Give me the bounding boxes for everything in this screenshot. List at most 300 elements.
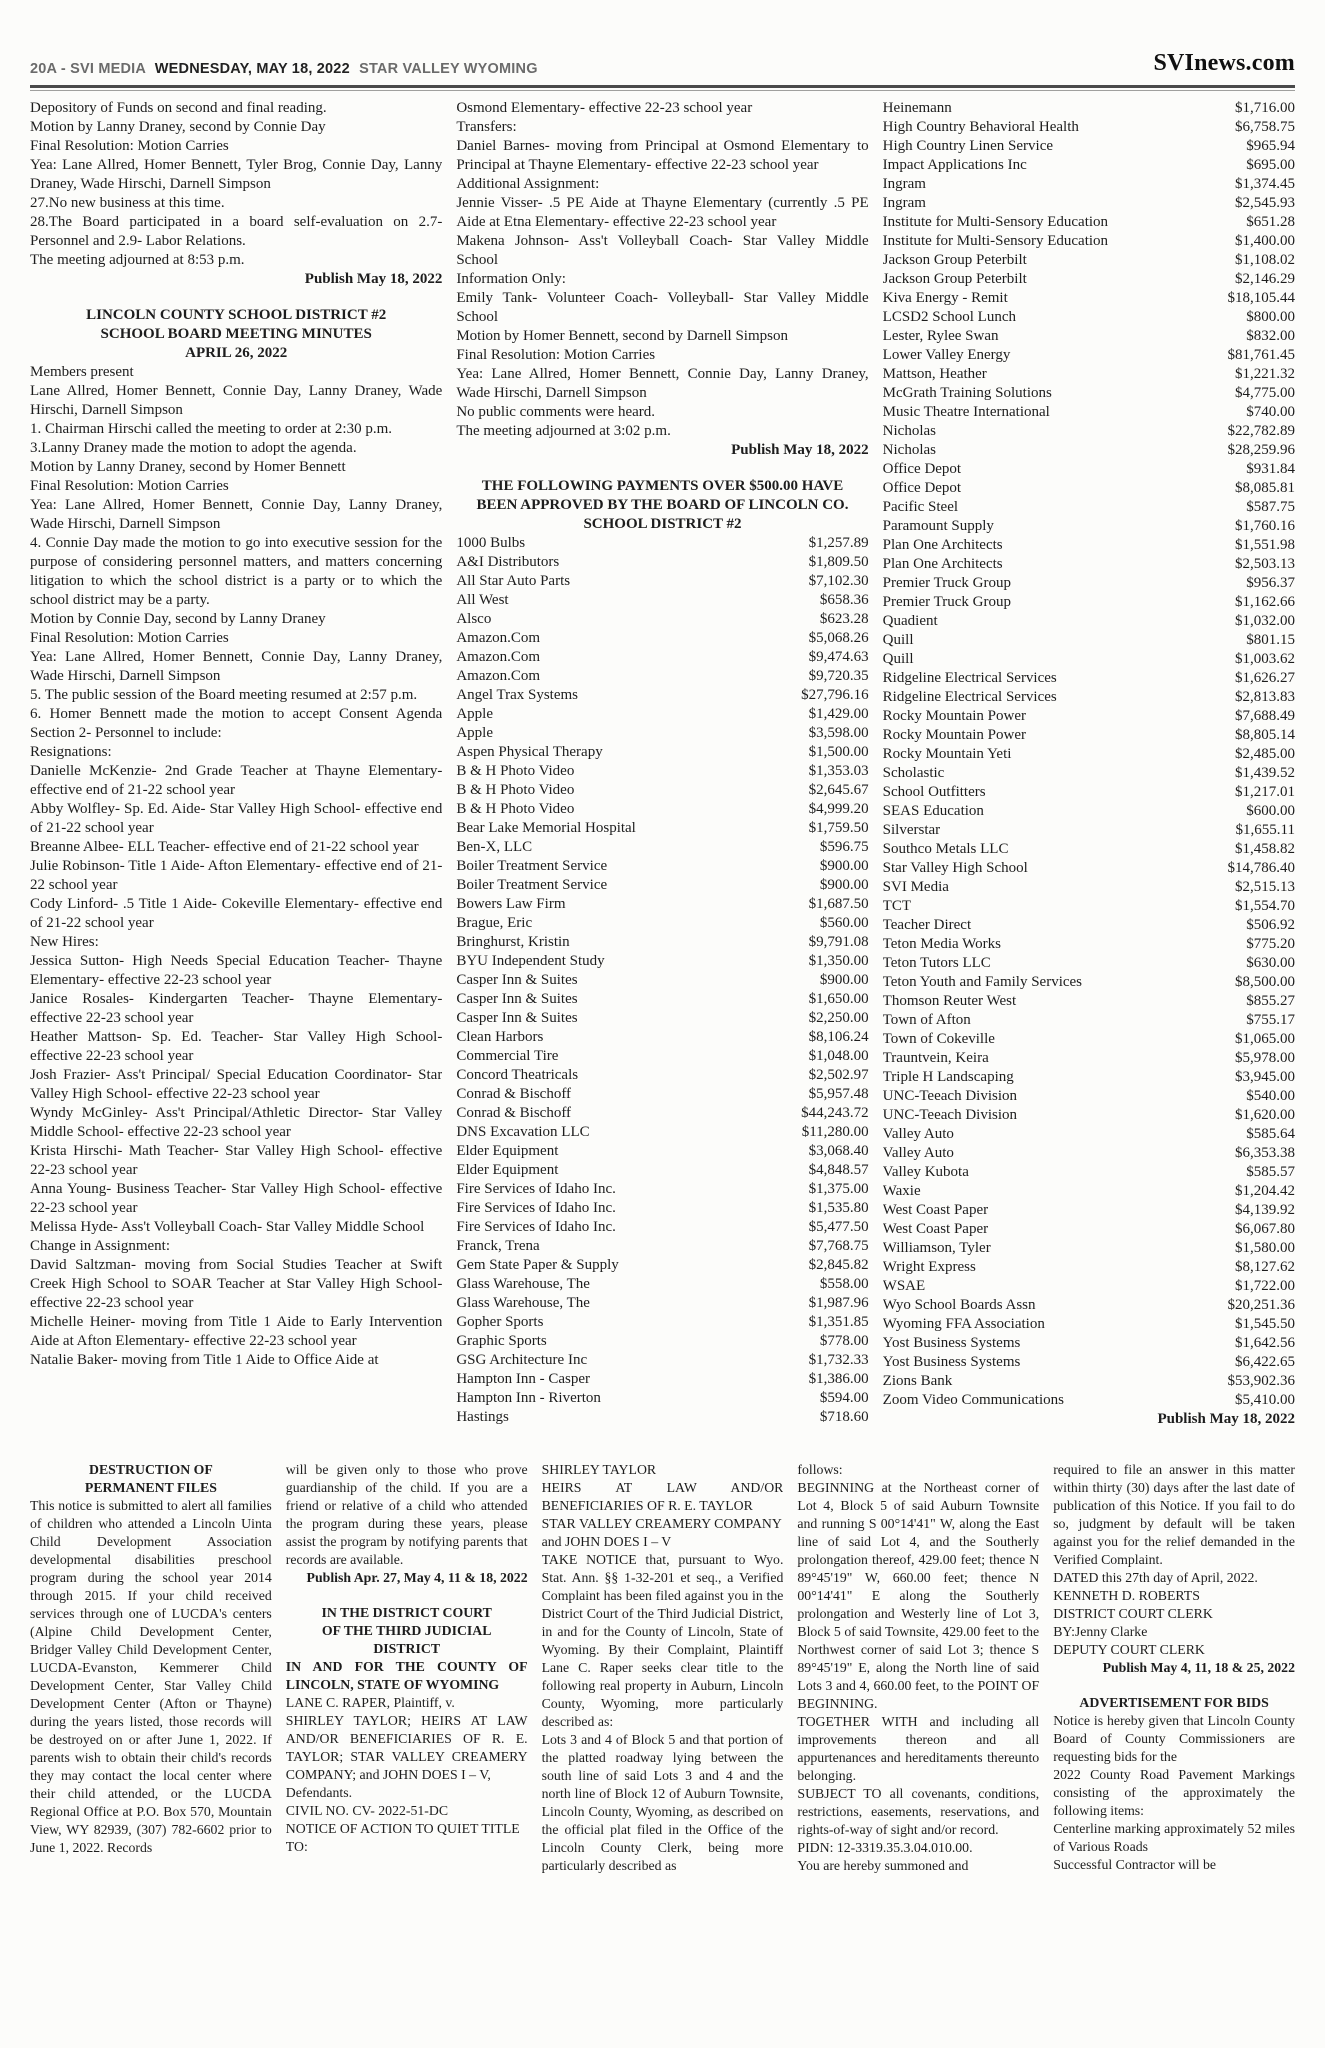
- payee-name: All Star Auto Parts: [456, 573, 571, 589]
- paragraph: Final Resolution: Motion Carries: [30, 478, 229, 494]
- payee-name: Rocky Mountain Power: [882, 727, 1026, 743]
- payment-amount: $53,902.36: [1227, 1373, 1295, 1389]
- paragraph: Cody Linford- .5 Title 1 Aide- Cokeville Elementary- effective end of 21-22 school year: [30, 896, 443, 931]
- paragraph: 6. Homer Bennett made the motion to accept Consent Agenda Section 2- Personnel to include:: [30, 706, 443, 741]
- payee-name: Office Depot: [882, 461, 962, 477]
- payment-amount: $20,251.36: [1227, 1297, 1295, 1313]
- payment-amount: $2,485.00: [1234, 746, 1295, 762]
- payment-amount: $2,515.13: [1234, 879, 1295, 895]
- payment-row: [456, 990, 868, 1009]
- payee-name: Hastings: [456, 1409, 509, 1425]
- payment-amount: $2,503.13: [1234, 556, 1295, 572]
- payee-name: Southco Metals LLC: [882, 841, 1009, 857]
- payee-name: Teton Youth and Family Services: [882, 974, 1083, 990]
- paragraph: Jennie Visser- .5 PE Aide at Thayne Elementary (currently .5 PE Aide at Etna Elementary- effective 22-23 school year: [456, 195, 869, 230]
- payment-amount: $658.36: [819, 592, 869, 608]
- payee-name: Fire Services of Idaho Inc.: [456, 1181, 616, 1197]
- payment-amount: $4,999.20: [808, 801, 869, 817]
- payee-name: Fire Services of Idaho Inc.: [456, 1219, 616, 1235]
- payment-amount: $9,474.63: [808, 649, 869, 665]
- payment-row: [883, 688, 1295, 707]
- payee-name: Clean Harbors: [456, 1029, 544, 1045]
- payee-name: Jackson Group Peterbilt: [882, 271, 1027, 287]
- payee-name: Franck, Trena: [456, 1238, 540, 1254]
- paragraph: 5. The public session of the Board meeting resumed at 2:57 p.m.: [30, 687, 418, 703]
- paragraph: Motion by Lanny Draney, second by Connie Day: [30, 119, 326, 135]
- payee-name: Valley Auto: [882, 1126, 954, 1142]
- payment-amount: $6,422.65: [1234, 1354, 1295, 1370]
- paragraph: You are hereby summoned and: [797, 1858, 969, 1873]
- payee-name: Boiler Treatment Service: [456, 858, 608, 874]
- payment-amount: $1,580.00: [1234, 1240, 1295, 1256]
- publish-line: Publish May 18, 2022: [1157, 1411, 1295, 1427]
- payment-amount: $1,204.42: [1234, 1183, 1295, 1199]
- payee-name: Town of Cokeville: [882, 1031, 995, 1047]
- payment-amount: $27,796.16: [801, 687, 869, 703]
- payee-name: Commercial Tire: [456, 1048, 559, 1064]
- payee-name: Aspen Physical Therapy: [456, 744, 603, 760]
- section-heading: LINCOLN COUNTY SCHOOL DISTRICT #2: [86, 307, 387, 323]
- payee-name: Nicholas: [882, 423, 936, 439]
- payee-name: Premier Truck Group: [882, 594, 1011, 610]
- payment-amount: $695.00: [1246, 157, 1295, 173]
- paragraph: Krista Hirschi- Math Teacher- Star Valley High School- effective 22-23 school year: [30, 1143, 443, 1178]
- payment-row: [456, 1256, 868, 1275]
- payment-amount: $1,351.85: [808, 1314, 869, 1330]
- section-heading: ADVERTISEMENT FOR BIDS: [1079, 1695, 1269, 1710]
- payment-row: [456, 743, 868, 762]
- payment-row: [883, 232, 1295, 251]
- payment-amount: $7,688.49: [1234, 708, 1295, 724]
- payment-row: [883, 1353, 1295, 1372]
- payment-amount: $1,545.50: [1234, 1316, 1295, 1332]
- payee-name: Valley Kubota: [882, 1164, 969, 1180]
- payment-row: [883, 1106, 1295, 1125]
- payee-name: Office Depot: [882, 480, 962, 496]
- paragraph: Abby Wolfley- Sp. Ed. Aide- Star Valley High School- effective end of 21-22 school year: [30, 801, 443, 836]
- payee-name: West Coast Paper: [882, 1202, 989, 1218]
- payment-row: [456, 1047, 868, 1066]
- payee-name: SVI Media: [882, 879, 949, 895]
- section-heading: DISTRICT: [373, 1641, 441, 1656]
- section-heading: SCHOOL DISTRICT #2: [583, 516, 742, 532]
- payee-name: Glass Warehouse, The: [456, 1295, 590, 1311]
- payee-name: Angel Trax Systems: [456, 687, 579, 703]
- paragraph: Natalie Baker- moving from Title 1 Aide to Office Aide at: [30, 1352, 379, 1368]
- payment-row: [883, 574, 1295, 593]
- payment-amount: $11,280.00: [801, 1124, 869, 1140]
- payment-amount: $755.17: [1246, 1012, 1295, 1028]
- payee-name: Hampton Inn - Casper: [456, 1371, 591, 1387]
- payment-row: [883, 1315, 1295, 1334]
- payee-name: Zoom Video Communications: [882, 1392, 1064, 1408]
- paragraph: PIDN: 12-3319.35.3.04.010.00.: [797, 1840, 973, 1855]
- payee-name: Institute for Multi-Sensory Education: [882, 233, 1109, 249]
- payment-amount: $8,085.81: [1234, 480, 1295, 496]
- paragraph: David Saltzman- moving from Social Studies Teacher at Swift Creek High School to SOAR Teacher at Star Valley High School- effective 22-23 school year: [30, 1257, 443, 1311]
- payment-row: [456, 724, 868, 743]
- paragraph: Julie Robinson- Title 1 Aide- Afton Elementary- effective end of 21-22 school year: [30, 858, 443, 893]
- payee-name: Nicholas: [882, 442, 936, 458]
- payee-name: B & H Photo Video: [456, 763, 575, 779]
- payment-row: [456, 1028, 868, 1047]
- payment-amount: $1,032.00: [1234, 613, 1295, 629]
- quiet-title-notice-column: [542, 1461, 784, 2027]
- section-heading: BEEN APPROVED BY THE BOARD OF LINCOLN CO.: [476, 497, 849, 513]
- payment-amount: $931.84: [1246, 461, 1295, 477]
- payment-row: [456, 800, 868, 819]
- payment-amount: $900.00: [819, 877, 869, 893]
- payment-row: [456, 1180, 868, 1199]
- payment-amount: $22,782.89: [1227, 423, 1295, 439]
- payee-name: All West: [456, 592, 509, 608]
- payment-row: [456, 895, 868, 914]
- payment-row: [883, 327, 1295, 346]
- payee-name: Hampton Inn - Riverton: [456, 1390, 601, 1406]
- payment-row: [456, 1218, 868, 1237]
- payment-row: [883, 479, 1295, 498]
- payment-amount: $1,439.52: [1234, 765, 1295, 781]
- payment-amount: $5,477.50: [808, 1219, 869, 1235]
- payment-amount: $4,139.92: [1234, 1202, 1295, 1218]
- payee-name: Elder Equipment: [456, 1143, 559, 1159]
- payment-row: [883, 536, 1295, 555]
- payee-name: School Outfitters: [882, 784, 986, 800]
- payment-amount: $1,458.82: [1234, 841, 1295, 857]
- payment-row: [883, 1277, 1295, 1296]
- payee-name: Wright Express: [882, 1259, 976, 1275]
- payment-row: [883, 403, 1295, 422]
- payment-amount: $1,429.00: [808, 706, 869, 722]
- payee-name: Yost Business Systems: [882, 1335, 1021, 1351]
- payee-name: Bowers Law Firm: [456, 896, 566, 912]
- payment-amount: $1,809.50: [808, 554, 869, 570]
- paragraph: Josh Frazier- Ass't Principal/ Special Education Coordinator- Star Valley High School- effective 22-23 school year: [30, 1067, 443, 1102]
- payee-name: Plan One Architects: [882, 556, 1003, 572]
- site-logo: SVInews.com: [1153, 50, 1295, 76]
- payee-name: B & H Photo Video: [456, 782, 575, 798]
- payment-row: [456, 857, 868, 876]
- paragraph: 1. Chairman Hirschi called the meeting to order at 2:30 p.m.: [30, 421, 392, 437]
- payee-name: Boiler Treatment Service: [456, 877, 608, 893]
- payment-row: [883, 1220, 1295, 1239]
- payee-name: TCT: [882, 898, 911, 914]
- payment-amount: $4,848.57: [808, 1162, 869, 1178]
- paragraph: SHIRLEY TAYLOR: [541, 1462, 657, 1477]
- payment-amount: $28,259.96: [1227, 442, 1295, 458]
- payment-row: [883, 916, 1295, 935]
- payment-row: [456, 1408, 868, 1427]
- payment-amount: $1,642.56: [1234, 1335, 1295, 1351]
- payee-name: High Country Behavioral Health: [882, 119, 1079, 135]
- paragraph: Centerline marking approximately 52 miles of Various Roads: [1053, 1821, 1295, 1854]
- payment-row: [456, 610, 868, 629]
- payment-amount: $3,068.40: [808, 1143, 869, 1159]
- payee-name: Scholastic: [882, 765, 945, 781]
- payment-row: [883, 707, 1295, 726]
- payee-name: Conrad & Bischoff: [456, 1086, 572, 1102]
- payment-row: [456, 1161, 868, 1180]
- payment-amount: $900.00: [819, 972, 869, 988]
- paragraph: DEPUTY COURT CLERK: [1053, 1642, 1205, 1657]
- payee-name: 1000 Bulbs: [456, 535, 526, 551]
- payment-amount: $3,945.00: [1234, 1069, 1295, 1085]
- payment-row: [456, 648, 868, 667]
- paragraph: Melissa Hyde- Ass't Volleyball Coach- Star Valley Middle School: [30, 1219, 425, 1235]
- payment-amount: $585.64: [1246, 1126, 1295, 1142]
- payment-amount: $2,645.67: [808, 782, 869, 798]
- section-heading: THE FOLLOWING PAYMENTS OVER $500.00 HAVE: [481, 478, 844, 494]
- paragraph: Motion by Connie Day, second by Lanny Draney: [30, 611, 326, 627]
- paragraph: HEIRS AT LAW AND/OR BENEFICIARIES OF R. E. TAYLOR: [541, 1480, 784, 1513]
- masthead: [0, 0, 1325, 83]
- payment-row: [456, 1389, 868, 1408]
- payee-name: Impact Applications Inc: [882, 157, 1027, 173]
- payment-amount: $81,761.45: [1227, 347, 1295, 363]
- payee-name: Glass Warehouse, The: [456, 1276, 590, 1292]
- section-heading: SCHOOL BOARD MEETING MINUTES: [100, 326, 372, 342]
- payment-row: [456, 952, 868, 971]
- payment-row: [456, 1066, 868, 1085]
- payment-row: [456, 686, 868, 705]
- payment-amount: $5,978.00: [1234, 1050, 1295, 1066]
- payment-row: [456, 819, 868, 838]
- paragraph: Final Resolution: Motion Carries: [456, 347, 656, 363]
- payee-name: BYU Independent Study: [456, 953, 605, 969]
- payment-row: [456, 876, 868, 895]
- paragraph: Notice is hereby given that Lincoln County Board of County Commissioners are requesting bids for the: [1053, 1713, 1295, 1764]
- payee-name: Music Theatre International: [882, 404, 1050, 420]
- paragraph: follows:: [797, 1462, 843, 1477]
- payment-row: [456, 971, 868, 990]
- payee-name: High Country Linen Service: [882, 138, 1054, 154]
- payee-name: Ingram: [882, 195, 926, 211]
- spacer: [1053, 1677, 1295, 1694]
- payment-row: [883, 764, 1295, 783]
- payment-row: [883, 498, 1295, 517]
- paragraph: Jessica Sutton- High Needs Special Education Teacher- Thayne Elementary- effective 22-23 school year: [30, 953, 443, 988]
- payment-amount: $832.00: [1246, 328, 1295, 344]
- payee-name: Quill: [882, 651, 914, 667]
- payment-row: [883, 346, 1295, 365]
- payment-amount: $1,003.62: [1234, 651, 1295, 667]
- payee-name: Williamson, Tyler: [882, 1240, 991, 1256]
- payment-amount: $740.00: [1246, 404, 1295, 420]
- paragraph: 28.The Board participated in a board self-evaluation on 2.7- Personnel and 2.9- Labor Relations.: [30, 214, 443, 249]
- payment-amount: $1,716.00: [1234, 100, 1295, 116]
- payment-amount: $1,257.89: [808, 535, 869, 551]
- payment-row: [883, 783, 1295, 802]
- payment-row: [456, 762, 868, 781]
- paragraph: SHIRLEY TAYLOR; HEIRS AT LAW AND/OR BENEFICIARIES OF R. E. TAYLOR; STAR VALLEY CREAMERY COMPANY; and JOHN DOES I – V,: [285, 1713, 528, 1782]
- publish-line: Publish May 18, 2022: [731, 442, 869, 458]
- paragraph: Osmond Elementary- effective 22-23 school year: [456, 100, 753, 116]
- payment-amount: $1,650.00: [808, 991, 869, 1007]
- payment-row: [883, 118, 1295, 137]
- payment-row: [883, 669, 1295, 688]
- payment-amount: $5,410.00: [1234, 1392, 1295, 1408]
- payee-name: SEAS Education: [882, 803, 984, 819]
- payee-name: Bringhurst, Kristin: [456, 934, 570, 950]
- payment-row: [883, 175, 1295, 194]
- payment-amount: $2,545.93: [1234, 195, 1295, 211]
- payment-amount: $1,759.50: [808, 820, 869, 836]
- payee-name: Lester, Rylee Swan: [882, 328, 999, 344]
- payment-row: [883, 992, 1295, 1011]
- payee-name: Alsco: [456, 611, 492, 627]
- payment-amount: $623.28: [819, 611, 869, 627]
- payment-row: [883, 631, 1295, 650]
- paragraph: DISTRICT COURT CLERK: [1053, 1606, 1213, 1621]
- payment-amount: $1,987.96: [808, 1295, 869, 1311]
- payment-row: [883, 1068, 1295, 1087]
- payee-name: B & H Photo Video: [456, 801, 575, 817]
- paragraph: TO:: [285, 1839, 308, 1854]
- payment-row: [883, 441, 1295, 460]
- payment-row: [883, 935, 1295, 954]
- payee-name: Institute for Multi-Sensory Education: [882, 214, 1109, 230]
- payment-row: [883, 954, 1295, 973]
- payment-row: [883, 897, 1295, 916]
- spacer: [30, 289, 442, 306]
- payee-name: Conrad & Bischoff: [456, 1105, 572, 1121]
- payee-name: Yost Business Systems: [882, 1354, 1021, 1370]
- payee-name: Mattson, Heather: [882, 366, 987, 382]
- payment-row: [883, 802, 1295, 821]
- payment-row: [883, 1372, 1295, 1391]
- section-heading: IN THE DISTRICT COURT: [321, 1605, 492, 1620]
- masthead-date: WEDNESDAY, MAY 18, 2022: [154, 61, 350, 77]
- payee-name: Premier Truck Group: [882, 575, 1011, 591]
- paragraph: TOGETHER WITH and including all improvements thereon and all appurtenances and hereditaments thereunto belonging.: [797, 1714, 1040, 1783]
- payee-name: Lower Valley Energy: [882, 347, 1011, 363]
- payment-row: [883, 251, 1295, 270]
- paragraph: and JOHN DOES I – V: [541, 1534, 672, 1549]
- paragraph: NOTICE OF ACTION TO QUIET TITLE: [285, 1821, 520, 1836]
- payee-name: Casper Inn & Suites: [456, 1010, 578, 1026]
- paragraph: Resignations:: [30, 744, 112, 760]
- paragraph: No public comments were heard.: [456, 404, 656, 420]
- payment-amount: $1,221.32: [1234, 366, 1295, 382]
- payee-name: Silverstar: [882, 822, 941, 838]
- payment-row: [456, 667, 868, 686]
- payee-name: Casper Inn & Suites: [456, 972, 578, 988]
- section-heading: PERMANENT FILES: [84, 1480, 217, 1495]
- payment-row: [456, 1275, 868, 1294]
- paragraph: Michelle Heiner- moving from Title 1 Aide to Early Intervention Aide at Afton Elementary- effective 22-23 school year: [30, 1314, 443, 1349]
- payment-row: [883, 1163, 1295, 1182]
- publish-line: Publish May 18, 2022: [304, 271, 443, 287]
- payment-row: [883, 650, 1295, 669]
- payment-amount: $855.27: [1246, 993, 1295, 1009]
- payment-row: [883, 213, 1295, 232]
- payment-amount: $1,760.16: [1234, 518, 1295, 534]
- paragraph: LANE C. RAPER, Plaintiff, v.: [285, 1695, 455, 1710]
- section-heading: DESTRUCTION OF: [88, 1462, 213, 1477]
- payee-name: West Coast Paper: [882, 1221, 989, 1237]
- payment-row: [883, 1087, 1295, 1106]
- notice-column-1: [30, 99, 442, 1451]
- paragraph: Defendants.: [285, 1785, 353, 1800]
- payee-name: Rocky Mountain Power: [882, 708, 1026, 724]
- payment-row: [456, 1332, 868, 1351]
- payment-amount: $5,068.26: [808, 630, 869, 646]
- payment-row: [883, 840, 1295, 859]
- payee-name: Jackson Group Peterbilt: [882, 252, 1027, 268]
- paragraph: Motion by Homer Bennett, second by Darnell Simpson: [456, 328, 788, 344]
- payment-row: [883, 1011, 1295, 1030]
- payment-row: [883, 593, 1295, 612]
- payment-amount: $1,551.98: [1234, 537, 1295, 553]
- payee-name: Ingram: [882, 176, 926, 192]
- payment-row: [883, 1201, 1295, 1220]
- payment-row: [883, 1334, 1295, 1353]
- payment-amount: $8,500.00: [1234, 974, 1295, 990]
- payment-amount: $956.37: [1246, 575, 1295, 591]
- paragraph: Successful Contractor will be: [1053, 1857, 1217, 1872]
- payment-row: [456, 1123, 868, 1142]
- payment-row: [456, 572, 868, 591]
- payment-amount: $600.00: [1246, 803, 1295, 819]
- payment-row: [456, 534, 868, 553]
- payment-amount: $1,687.50: [808, 896, 869, 912]
- payee-name: Graphic Sports: [456, 1333, 547, 1349]
- payment-row: [883, 1049, 1295, 1068]
- payee-name: Pacific Steel: [882, 499, 959, 515]
- payee-name: UNC-Teeach Division: [882, 1088, 1017, 1104]
- paragraph: Anna Young- Business Teacher- Star Valley High School- effective 22-23 school year: [30, 1181, 443, 1216]
- page-edition-label: 20A - SVI MEDIA: [30, 61, 146, 77]
- notice-column-2: [456, 99, 868, 1451]
- payee-name: Teacher Direct: [882, 917, 972, 933]
- payment-amount: $1,048.00: [808, 1048, 869, 1064]
- legal-notices-bottom-section: [0, 1451, 1325, 2027]
- paragraph: Yea: Lane Allred, Homer Bennett, Connie Day, Lanny Draney, Wade Hirschi, Darnell Simpson: [30, 497, 443, 532]
- payment-row: [883, 308, 1295, 327]
- payee-name: DNS Excavation LLC: [456, 1124, 590, 1140]
- paragraph: 2022 County Road Pavement Markings consisting of the approximately the following items:: [1053, 1767, 1295, 1818]
- payment-amount: $718.60: [819, 1409, 869, 1425]
- payee-name: Trauntvein, Keira: [882, 1050, 989, 1066]
- payment-row: [883, 270, 1295, 289]
- payee-name: Wyoming FFA Association: [882, 1316, 1045, 1332]
- paragraph: Makena Johnson- Ass't Volleyball Coach- Star Valley Middle School: [456, 233, 869, 268]
- payment-row: [883, 194, 1295, 213]
- paragraph: KENNETH D. ROBERTS: [1053, 1588, 1200, 1603]
- payment-amount: $1,162.66: [1234, 594, 1295, 610]
- payment-amount: $2,146.29: [1234, 271, 1295, 287]
- payment-row: [883, 365, 1295, 384]
- payment-amount: $2,813.83: [1234, 689, 1295, 705]
- publish-line: Publish May 4, 11, 18 & 25, 2022: [1102, 1660, 1295, 1675]
- payee-name: Elder Equipment: [456, 1162, 559, 1178]
- payment-amount: $775.20: [1246, 936, 1295, 952]
- paragraph: Yea: Lane Allred, Homer Bennett, Connie Day, Lanny Draney, Wade Hirschi, Darnell Simpson: [456, 366, 869, 401]
- payment-amount: $1,400.00: [1234, 233, 1295, 249]
- paragraph: Final Resolution: Motion Carries: [30, 630, 229, 646]
- payment-amount: $1,375.00: [808, 1181, 869, 1197]
- payment-amount: $630.00: [1246, 955, 1295, 971]
- payment-amount: $1,535.80: [808, 1200, 869, 1216]
- payment-amount: $4,775.00: [1234, 385, 1295, 401]
- payment-row: [883, 1239, 1295, 1258]
- payment-row: [883, 1391, 1295, 1410]
- payee-name: Concord Theatricals: [456, 1067, 579, 1083]
- payment-amount: $965.94: [1246, 138, 1295, 154]
- payee-name: UNC-Teeach Division: [882, 1107, 1017, 1123]
- payment-amount: $2,845.82: [808, 1257, 869, 1273]
- payment-row: [456, 1104, 868, 1123]
